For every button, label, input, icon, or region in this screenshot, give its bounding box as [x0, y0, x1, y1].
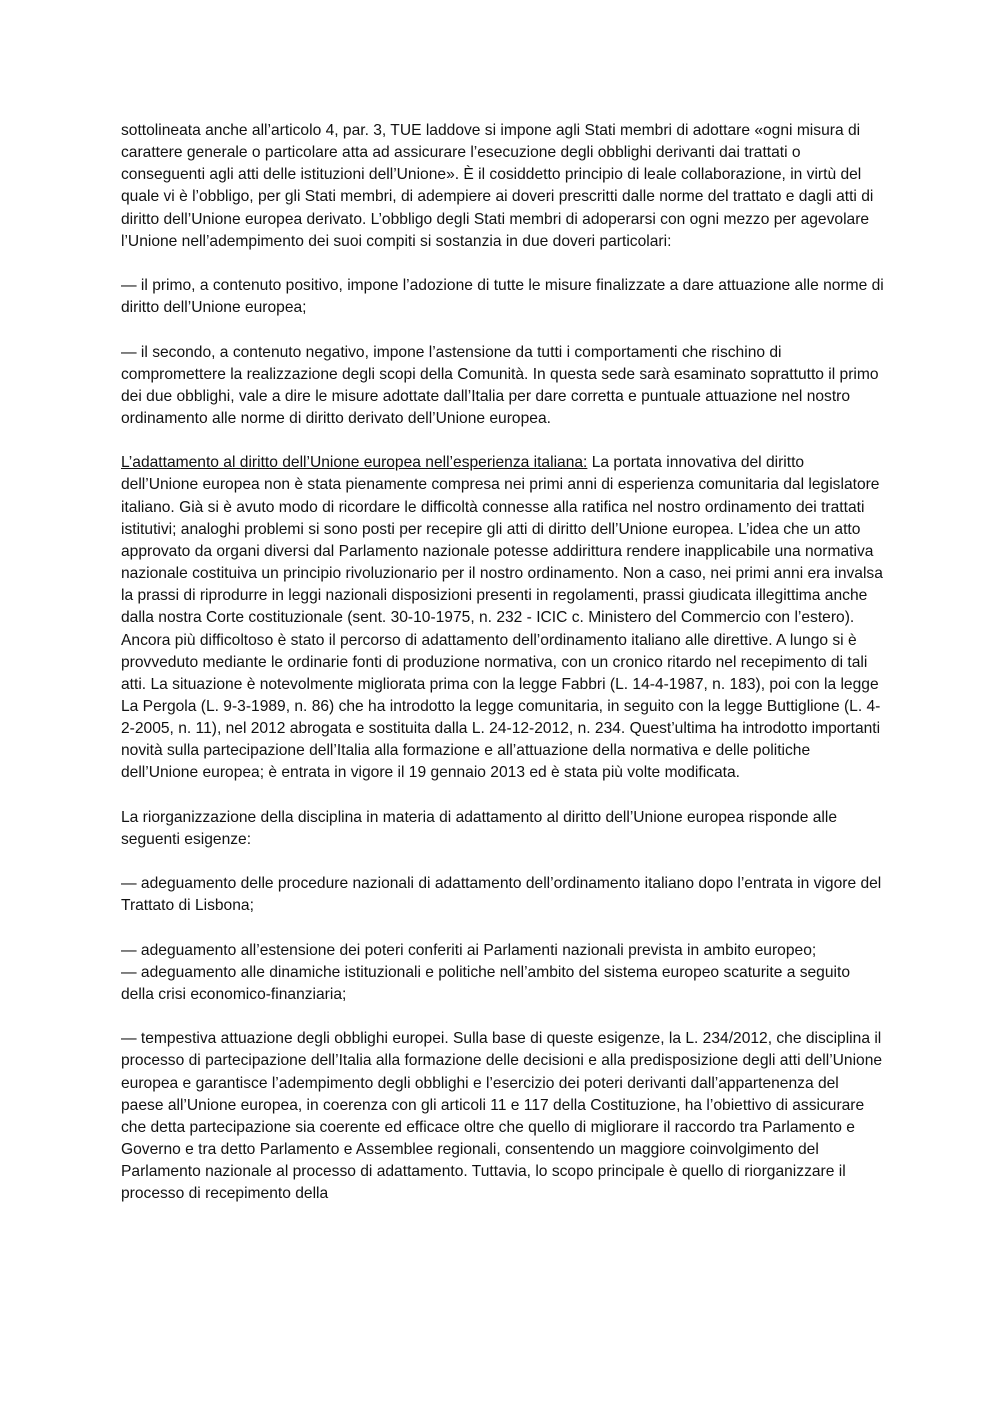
paragraph-dovere-positivo: — il primo, a contenuto positivo, impone l’adozione di tutte le misure finalizzate a dare attuazione alle norme di diritto dell’Unione europea; — [121, 277, 884, 317]
document-page — [121, 120, 885, 1228]
paragraph-dovere-negativo: — il secondo, a contenuto negativo, impone l’astensione da tutti i comportamenti che rischino di compromettere la realizzazione degli scopi della Comunità. In questa sede sarà esaminato soprattutto il primo dei due obblighi, vale a dire le misure adottate dall’Italia per dare corretta e puntuale attuazione nel nostro ordinamento alle norme di diritto derivato dell’Unione europea. — [121, 343, 879, 427]
paragraph-riorganizzazione: La riorganizzazione della disciplina in materia di adattamento al diritto dell’Unione europea risponde alle seguenti esigenze: — [121, 808, 838, 848]
paragraph-esigenza-lisbona: — adeguamento delle procedure nazionali di adattamento dell’ordinamento italiano dopo l’entrata in vigore del Trattato di Lisbona; — [121, 875, 882, 915]
paragraph-esigenza-parlamenti: — adeguamento all’estensione dei poteri conferiti ai Parlamenti nazionali prevista in ambito europeo; — [121, 941, 817, 959]
paragraph-esigenza-crisi: — adeguamento alle dinamiche istituzionali e politiche nell’ambito del sistema europeo scaturite a seguito della crisi economico-finanziaria; — [121, 963, 850, 1003]
section-heading: L’adattamento al diritto dell’Unione europea nell’esperienza italiana: — [121, 454, 588, 472]
paragraph-adattamento-italiano — [121, 452, 885, 784]
paragraph-leale-collaborazione: sottolineata anche all’articolo 4, par. 3, TUE laddove si impone agli Stati membri di adottare «ogni misura di carattere generale o particolare atta ad assicurare l’esecuzione degli obblighi derivanti dai trattati o conseguenti agli atti delle istituzioni dell’Unione». È il cosiddetto principio di leale collaborazione, in virtù del quale vi è l’obbligo, per gli Stati membri, di adempiere ai doveri prescritti dalle norme del trattato e dagli atti di diritto dell’Unione europea derivato. L’obbligo degli Stati membri di adoperarsi con ogni mezzo per agevolare l’Unione nell’adempimento dei suoi compiti si sostanzia in due doveri particolari: — [121, 122, 874, 250]
paragraph-esigenza-attuazione: — tempestiva attuazione degli obblighi europei. Sulla base di queste esigenze, la L. 234/2012, che disciplina il processo di partecipazione dell’Italia alla formazione delle decisioni e alla predisposizione degli atti dell’Unione europea e garantisce l’adempimento degli obblighi e l’esercizio dei poteri derivanti dall’appartenenza del paese all’Unione europea, in coerenza con gli articoli 11 e 117 della Costituzione, ha l’obiettivo di assicurare che detta partecipazione sia coerente ed efficace oltre che quello di migliorare il raccordo tra Parlamento e Governo e tra detto Parlamento e Assemblee regionali, consentendo un maggiore coinvolgimento del Parlamento nazionale al processo di adattamento. Tuttavia, lo scopo principale è quello di riorganizzare il processo di recepimento della — [121, 1030, 883, 1203]
paragraph-body: La portata innovativa del diritto dell’Unione europea non è stata pienamente compresa nei primi anni di esperienza comunitaria dal legislatore italiano. Già si è avuto modo di ricordare le difficoltà connesse alla ratifica nel nostro ordinamento dei trattati istitutivi; analoghi problemi si sono posti per recepire gli atti di diritto dell’Unione europea. L’idea che un atto approvato da organi diversi dal Parlamento nazionale potesse addirittura rendere inapplicabile una normativa nazionale costituiva un principio rivoluzionario per il nostro ordinamento. Non a caso, nei primi anni era invalsa la prassi di riprodurre in leggi nazionali disposizioni presenti in regolamenti, prassi giudicata illegittima anche dalla nostra Corte costituzionale (sent. 30-10-1975, n. 232 - ICIC c. Ministero del Commercio con l’estero). Ancora più difficoltoso è stato il percorso di adattamento dell’ordinamento italiano alle direttive. A lungo si è provveduto mediante le ordinarie fonti di produzione normativa, con un cronico ritardo nel recepimento di tali atti. La situazione è notevolmente migliorata prima con la legge Fabbri (L. 14-4-1987, n. 183), poi con la legge La Pergola (L. 9-3-1989, n. 86) che ha introdotto la legge comunitaria, in seguito con la legge Buttiglione (L. 4-2-2005, n. 11), nel 2012 abrogata e sostituita dalla L. 24-12-2012, n. 234. Quest’ultima ha introdotto importanti novità sulla partecipazione dell’Italia alla formazione e all’attuazione della normativa e delle politiche dell’Unione europea; è entrata in vigore il 19 gennaio 2013 ed è stata più volte modificata. — [121, 454, 883, 782]
